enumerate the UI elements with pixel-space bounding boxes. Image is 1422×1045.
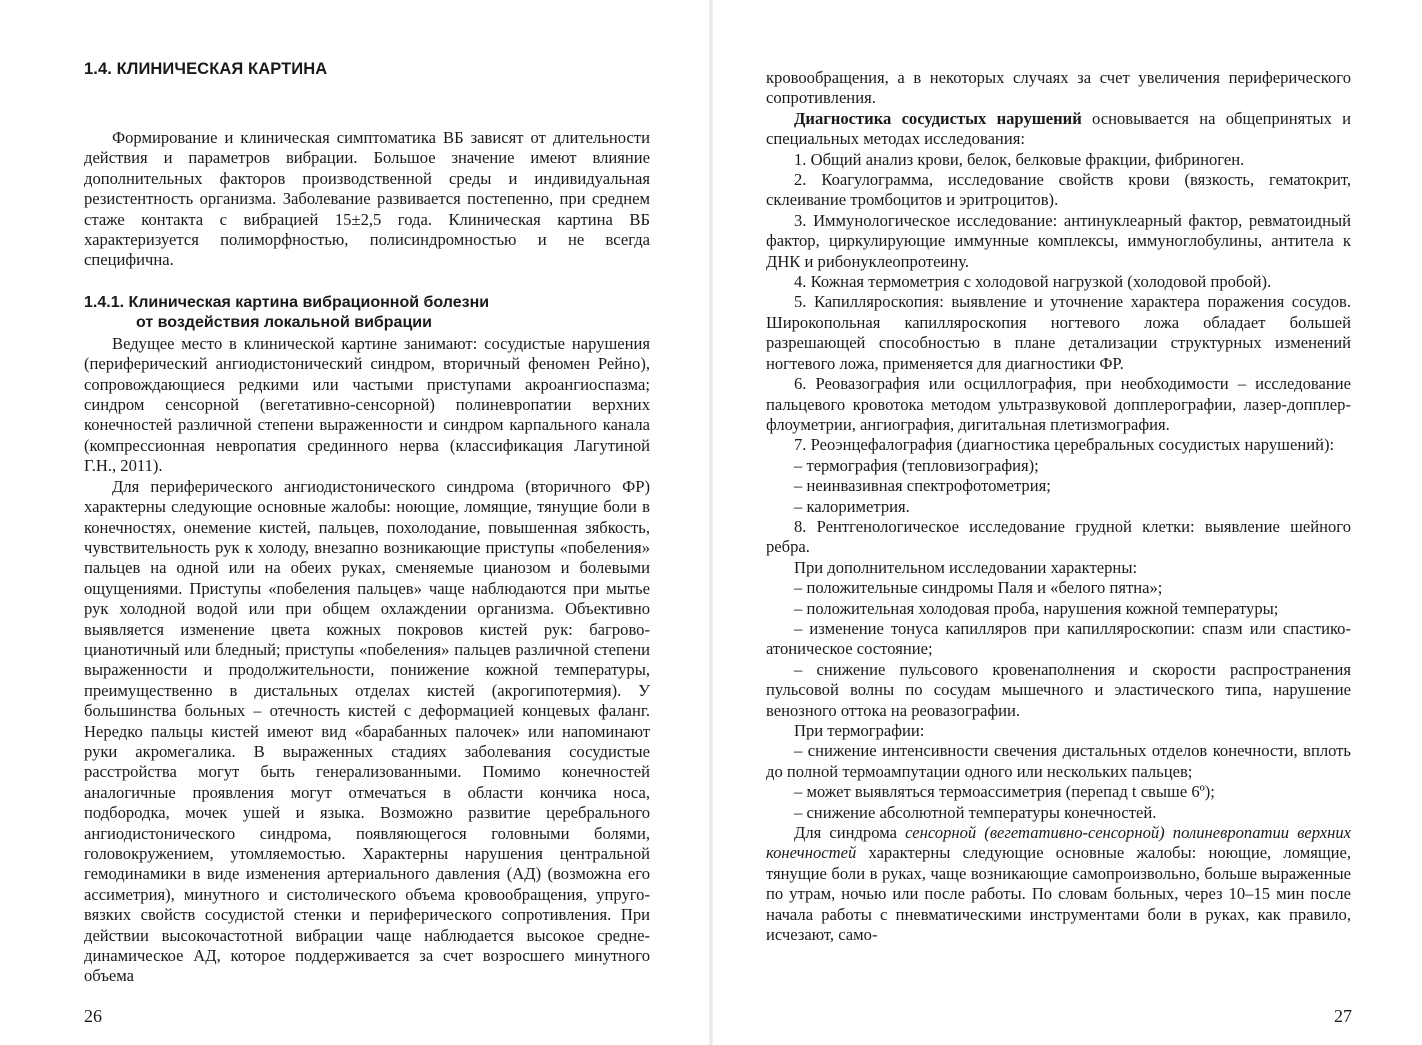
intro-paragraph: Формирование и клиническая симптоматика ВБ зависят от длительности действия и параметров вибрации. Большое значение имеют влияние дополнительных факторов производственной среды и индивидуальная резистентность организма. Заболевание развивается постепенно, при среднем стаже контакта с вибрацией 15±2,5 года. Клиническая картина ВБ характеризуется полиморфностью, полисиндромностью и не всегда специфична. [84, 128, 650, 270]
sensory-paragraph [766, 823, 1351, 945]
dash-item: – термография (тепловизография); [794, 455, 1039, 475]
paragraph: Для периферического ангиодистонического синдрома (вторичного ФР) характерны следующие основные жалобы: ноющие, ломящие, тянущие боли в конечностях, онемение кистей, пальцев, похолодание, повышенная зябкость, чувствительность рук к холоду, внезапно возникающие приступы «побеления» пальцев на одной или на обеих руках, сменяемые цианозом и болевыми ощущениями. Приступы «побеления пальцев» чаще наблюдаются при мытье рук холодной водой или при общем охлаждении организма. Объективно выявляется изменение цвета кожных покровов кистей рук: багрово-цианотичный или бледный; приступы «побеления» пальцев различной степени выраженности и продолжительности, понижение кожной температуры, преимущественно в дистальных отделах кистей (акрогипотермия). У большинства больных – отечность кистей с деформацией концевых фаланг. Нередко пальцы кистей имеют вид «барабанных палочек» или напоминают руки акромегалика. В выраженных стадиях заболевания сосудистые расстройства могут быть генерализованными. Помимо конечностей аналогичные проявления могут отмечаться в области кончика носа, подбородка, мочек ушей и языка. Возможно развитие церебрального ангиодистонического синдрома, появляющегося головными болями, головокружением, утомляемостью. Характерны нарушения центральной гемодинамики в виде изменения артериального давления (АД) (возможна его ассиметрия), минутного и систолического объема кровообращения, упруго-вязких свойств сосудистой стенки и периферического сопротивления. При действии высокочастотной вибрации чаще наблюдается высокое средне-динамическое АД, которое поддерживается за счет возросшего минутного объема [84, 476, 650, 986]
dash-item: – снижение интенсивности свечения дистальных отделов конечности, вплоть до полной термоампутации одного или нескольких пальцев; [766, 741, 1351, 781]
list-item: 7. Реоэнцефалография (диагностика церебральных сосудистых нарушений): [794, 435, 1335, 455]
left-text-column [84, 128, 650, 987]
dash-item: – положительные синдромы Паля и «белого пятна»; [794, 578, 1163, 598]
right-text-column [766, 68, 1351, 945]
dash-item: – снижение абсолютной температуры конечностей. [794, 802, 1157, 822]
diagnostics-paragraph [766, 109, 1351, 150]
dash-item: – неинвазивная спектрофотометрия; [794, 476, 1051, 496]
dash-item: – положительная холодовая проба, нарушения кожной температуры; [794, 598, 1279, 618]
list-item: 2. Коагулограмма, исследование свойств крови (вязкость, гематокрит, склеивание тромбоцитов и эритроцитов). [766, 170, 1351, 210]
diagnostics-rest: основывается на общепринятых и специальных методах исследования: [766, 108, 1352, 149]
list-item: 5. Капилляроскопия: выявление и уточнение характера поражения сосудов. Широкопольная капилляроскопия ногтевого ложа обладает большей разрешающей способностью в плане детализации структурных изменений ногтевого ложа, применяется для диагностики ФР. [766, 292, 1351, 373]
dash-item: – калориметрия. [794, 496, 910, 516]
subsection-heading-line2: от воздействия локальной вибрации [136, 314, 432, 332]
paragraph: Ведущее место в клинической картине занимают: сосудистые нарушения (периферический ангиодистонический синдром, вторичный феномен Рейно), сопровождающиеся редкими или частыми приступами акроангиоспазма; синдром сенсорной (вегетативно-сенсорной) полиневропатии верхних конечностей различной степени выраженности и синдром карпального канала (компрессионная невропатия срединного нерва (классификация Лагутиной Г.Н., 2011). [84, 333, 650, 476]
sensory-rest: характерны следующие основные жалобы: ноющие, ломящие, тянущие боли в руках, чаще возникающие самопроизвольно, больше выраженные по утрам, ночью или после работы. По словам больных, через 10–15 мин после начала работы с пневматическими инструментами боли в руках, как правило, исчезают, само- [766, 843, 1351, 945]
right-page [711, 0, 1422, 1045]
list-item: 1. Общий анализ крови, белок, белковые фракции, фибриноген. [794, 149, 1245, 169]
diagnostics-lead: Диагностика сосудистых нарушений [794, 108, 1082, 128]
sensory-lead: Для синдрома [794, 823, 906, 843]
subsection-heading [84, 293, 650, 334]
list-item: 3. Иммунологическое исследование: антинуклеарный фактор, ревматоидный фактор, циркулирующие иммунные комплексы, иммуноглобулины, антитела к ДНК и рибонуклеопротеину. [766, 210, 1351, 271]
dash-item: – снижение пульсового кровенаполнения и скорости распространения пульсовой волны по сосудам мышечного и эластического типа, нарушение венозного оттока на реовазографии. [766, 659, 1351, 720]
continued-paragraph: кровообращения, а в некоторых случаях за счет увеличения периферического сопротивления. [766, 68, 1351, 108]
dash-item: – изменение тонуса капилляров при капилляроскопии: спазм или спастико-атоническое состояние; [766, 618, 1351, 659]
page-number: 27 [1334, 1006, 1352, 1026]
section-heading: 1.4. КЛИНИЧЕСКАЯ КАРТИНА [84, 60, 328, 78]
additional-intro: При дополнительном исследовании характерны: [794, 557, 1138, 577]
sensory-emphasis: сенсорной (вегетативно-сенсорной) полиневропатии верхних конечностей [766, 823, 1351, 863]
subsection-heading-line1: 1.4.1. Клиническая картина вибрационной болезни [84, 293, 490, 311]
list-item: 8. Рентгенологическое исследование грудной клетки: выявление шейного ребра. [766, 516, 1351, 557]
thermo-intro: При термографии: [794, 721, 925, 740]
page-number: 26 [84, 1006, 102, 1026]
list-item: 4. Кожная термометрия с холодовой нагрузкой (холодовой пробой). [794, 272, 1272, 292]
dash-item: – может выявляться термоассиметрия (перепад t свыше 6º); [794, 782, 1215, 802]
list-item: 6. Реовазография или осциллография, при необходимости – исследование пальцевого кровотока методом ультразвуковой допплерографии, лазер-допплер-флоуметрии, ангиография, дигитальная плетизмография. [766, 374, 1351, 434]
